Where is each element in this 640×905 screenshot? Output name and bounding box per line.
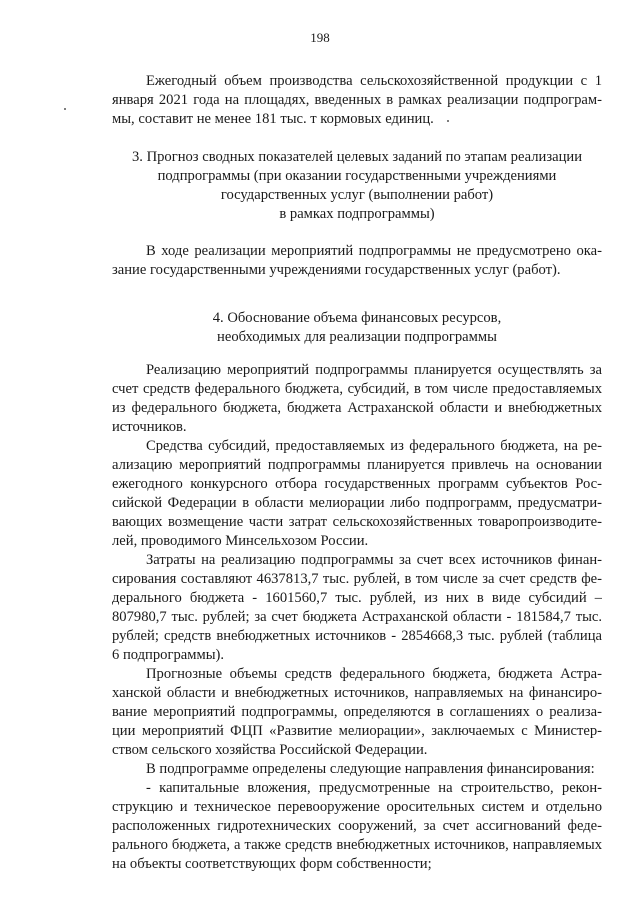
text-line: ализацию мероприятий подпрограммы планируется привлечь на основании [112,457,602,473]
text-line: ежегодного конкурсного отбора государственных программ субъектов Рос- [112,476,602,492]
text-line: вающих возмещение части затрат сельскохозяйственных товаропроизводите- [112,514,602,530]
text-line: ханской области и внебюджетных источников, направляемых на финансиро- [112,685,602,701]
page-number: 198 [310,30,330,45]
text-line: ции мероприятий ФЦП «Развитие мелиорации», заключаемых с Министер- [112,723,602,739]
text-line: Ежегодный объем производства сельскохозяйственной продукции с 1 [146,73,602,89]
text-line: зание государственными учреждениями государственных услуг (работ). [112,262,561,278]
paragraph-annual-production [112,72,602,129]
text-line: сийской Федерации в области мелиорации либо подпрограмм, предусматри- [112,495,602,511]
section-heading-4 [112,309,602,347]
text-line: вание мероприятий подпрограммы, определяются в соглашениях о реализа- [112,704,602,720]
text-line: 807980,7 тыс. рублей; за счет бюджета Астраханской области - 181584,7 тыс. [112,609,602,625]
text-line: сирования составляют 4637813,7 тыс. рублей, в том числе за счет средств фе- [112,571,602,587]
heading-line: 4. Обоснование объема финансовых ресурсов, [212,310,502,326]
heading-line: 3. Прогноз сводных показателей целевых заданий по этапам реализации [131,149,583,165]
text-line: счет средств федерального бюджета, субсидий, в том числе предоставляемых [112,381,602,397]
paragraph-funding-sources [112,361,602,437]
text-line: лей, проводимого Минсельхозом России. [112,533,369,549]
text-line: Затраты на реализацию подпрограммы за счет всех источников финан- [146,552,602,568]
scan-speck [447,120,449,122]
text-line: Средства субсидий, предоставляемых из федерального бюджета, на ре- [146,438,602,454]
heading-line: государственных услуг (выполнении работ) [220,187,494,203]
text-line: января 2021 года на площадях, введенных в рамках реализации подпрограм- [112,92,602,108]
paragraph-forecast-volumes [112,665,602,760]
paragraph-costs [112,551,602,665]
heading-line: в рамках подпрограммы) [279,206,435,222]
text-line: источников. [112,419,187,435]
text-line: из федерального бюджета, бюджета Астраханской области и внебюджетных [112,400,602,416]
heading-line: подпрограммы (при оказании государственными учреждениями [157,168,557,184]
list-item-line: на объекты соответствующих форм собственности; [112,856,432,872]
list-item-line: струкцию и техническое перевооружение оросительных систем и отдельно [112,799,602,815]
text-line: В ходе реализации мероприятий подпрограммы не предусмотрено ока- [146,243,602,259]
paragraph-state-services [112,242,602,280]
text-line: дерального бюджета - 1601560,7 тыс. рублей, из них в виде субсидий – [112,590,602,606]
list-item-line: расположенных гидротехнических сооружений, за счет ассигнований феде- [112,818,602,834]
paragraph-financing-directions [112,760,602,874]
text-line: В подпрограмме определены следующие направления финансирования: [146,761,595,777]
scan-speck [64,108,66,110]
text-line: ством сельского хозяйства Российской Федерации. [112,742,428,758]
section-heading-3 [112,148,602,224]
paragraph-subsidies [112,437,602,551]
text-line: мы, составит не менее 181 тыс. т кормовых единиц. [112,111,434,127]
list-item-line: рального бюджета, а также средств внебюджетных источников, направляемых [112,837,602,853]
text-line: рублей; средств внебюджетных источников - 2854668,3 тыс. рублей (таблица [112,628,602,644]
text-line: 6 подпрограммы). [112,647,225,663]
text-line: Реализацию мероприятий подпрограммы планируется осуществлять за [146,362,602,378]
heading-line: необходимых для реализации подпрограммы [217,329,497,345]
text-line: Прогнозные объемы средств федерального бюджета, бюджета Астра- [146,666,602,682]
list-item-line: - капитальные вложения, предусмотренные на строительство, рекон- [146,780,602,796]
